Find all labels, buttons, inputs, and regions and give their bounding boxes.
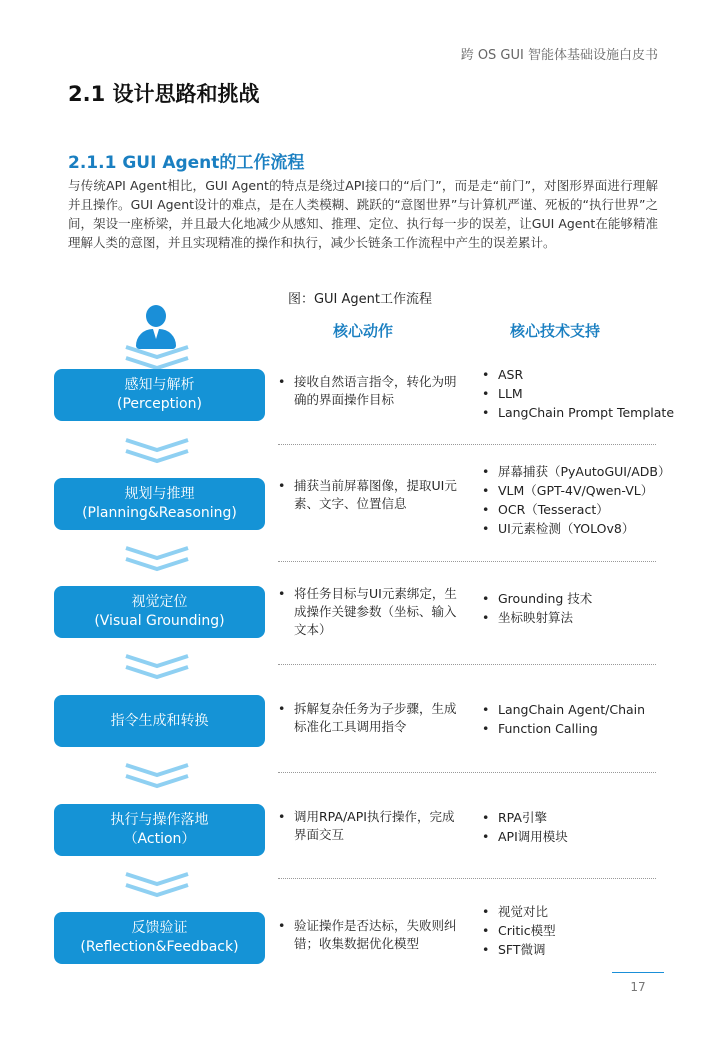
chevron-down-double-icon <box>122 653 192 681</box>
action-text: 将任务目标与UI元素绑定，生成操作关键参数（坐标、输入文本） <box>294 586 457 637</box>
section-title: 2.1 设计思路和挑战 <box>68 82 260 106</box>
tech-item: • VLM（GPT-4V/Qwen-VL） <box>482 481 670 500</box>
user-icon-tie <box>153 329 159 339</box>
intro-paragraph: 与传统API Agent相比，GUI Agent的特点是绕过API接口的“后门”，而是走“前门”，对图形界面进行理解并且操作。GUI Agent设计的难点，是在人类模糊、跳跃的“意图世界”与计算机严谨、死板的“执行世界”之间，架设一座桥梁，并且最大化地减少从感知、推理、定位、执行每一步的误差，让GUI Agent在能够精准理解人类的意图，并且实现精准的操作和执行，减少长链条工作流程中产生的误差累计。 <box>68 178 658 250</box>
chevron-down-double-icon <box>122 437 192 465</box>
stage-box-feedback <box>54 912 265 964</box>
chevron-down-double-icon <box>122 545 192 573</box>
tech-item: • LLM <box>482 384 674 403</box>
divider <box>278 561 656 562</box>
subsection-title: 2.1.1 GUI Agent的工作流程 <box>68 153 305 173</box>
tech-item: • OCR（Tesseract） <box>482 500 670 519</box>
running-header: 跨 OS GUI 智能体基础设施白皮书 <box>460 48 658 63</box>
user-icon-head <box>146 305 166 327</box>
bullet-icon: • <box>278 374 286 389</box>
column-header-tech: 核心技术支持 <box>510 322 601 340</box>
stage-sublabel: (Reflection&Feedback) <box>80 939 239 955</box>
divider <box>278 664 656 665</box>
stage-action-action <box>278 808 463 844</box>
tech-item: • 屏幕捕获（PyAutoGUI/ADB） <box>482 462 670 481</box>
bullet-icon: • <box>278 586 286 601</box>
figure-caption: 图：GUI Agent工作流程 <box>287 292 433 307</box>
stage-box-planning <box>54 478 265 530</box>
stage-label: 感知与解析 <box>124 377 195 393</box>
stage-action-planning <box>278 477 463 513</box>
tech-item: • SFT微调 <box>482 940 556 959</box>
action-text: 接收自然语言指令，转化为明确的界面操作目标 <box>294 374 457 407</box>
column-header-actions: 核心动作 <box>333 322 394 340</box>
chevron-down-double-icon <box>122 762 192 790</box>
stage-action-instruction <box>278 700 463 736</box>
stage-box-action <box>54 804 265 856</box>
stage-box-instruction <box>54 695 265 747</box>
tech-item: • ASR <box>482 365 674 384</box>
stage-tech-perception <box>482 365 674 422</box>
action-text: 拆解复杂任务为子步骤，生成标准化工具调用指令 <box>294 701 457 734</box>
stage-tech-feedback <box>482 902 556 959</box>
divider <box>278 444 656 445</box>
divider <box>278 772 656 773</box>
footer-rule <box>612 972 664 973</box>
tech-item: • Function Calling <box>482 719 645 738</box>
tech-item: • LangChain Agent/Chain <box>482 700 645 719</box>
stage-label: 反馈验证 <box>131 920 188 936</box>
bullet-icon: • <box>278 478 286 493</box>
stage-sublabel: （Action） <box>123 831 196 847</box>
tech-item: • 视觉对比 <box>482 902 556 921</box>
page-number: 17 <box>630 980 646 994</box>
tech-item: • RPA引擎 <box>482 808 568 827</box>
tech-item: • UI元素检测（YOLOv8） <box>482 519 670 538</box>
action-text: 捕获当前屏幕图像，提取UI元素、文字、位置信息 <box>294 478 457 511</box>
divider <box>278 878 656 879</box>
action-text: 调用RPA/API执行操作，完成界面交互 <box>294 809 455 842</box>
stage-sublabel: (Perception) <box>117 396 202 412</box>
chevron-down-double-icon <box>122 871 192 899</box>
action-text: 验证操作是否达标，失败则纠错；收集数据优化模型 <box>294 918 457 951</box>
user-icon <box>136 305 176 349</box>
stage-action-perception <box>278 373 463 409</box>
stage-box-perception <box>54 369 265 421</box>
stage-sublabel: (Planning&Reasoning) <box>82 505 237 521</box>
stage-tech-instruction <box>482 700 645 738</box>
bullet-icon: • <box>278 918 286 933</box>
stage-label: 规划与推理 <box>124 486 195 502</box>
tech-item: • 坐标映射算法 <box>482 608 592 627</box>
tech-item: • Grounding 技术 <box>482 589 592 608</box>
stage-label: 指令生成和转换 <box>110 712 209 729</box>
bullet-icon: • <box>278 701 286 716</box>
tech-item: • Critic模型 <box>482 921 556 940</box>
stage-tech-planning <box>482 462 670 538</box>
tech-item: • LangChain Prompt Template <box>482 403 674 422</box>
stage-sublabel: (Visual Grounding) <box>94 613 225 629</box>
stage-action-feedback <box>278 917 463 953</box>
bullet-icon: • <box>278 809 286 824</box>
stage-action-grounding <box>278 585 463 639</box>
tech-item: • API调用模块 <box>482 827 568 846</box>
chevron-down-double-icon <box>122 344 192 372</box>
stage-label: 视觉定位 <box>131 594 188 610</box>
stage-tech-grounding <box>482 589 592 627</box>
stage-tech-action <box>482 808 568 846</box>
stage-box-grounding <box>54 586 265 638</box>
stage-label: 执行与操作落地 <box>110 812 209 828</box>
intro-text <box>68 176 658 252</box>
